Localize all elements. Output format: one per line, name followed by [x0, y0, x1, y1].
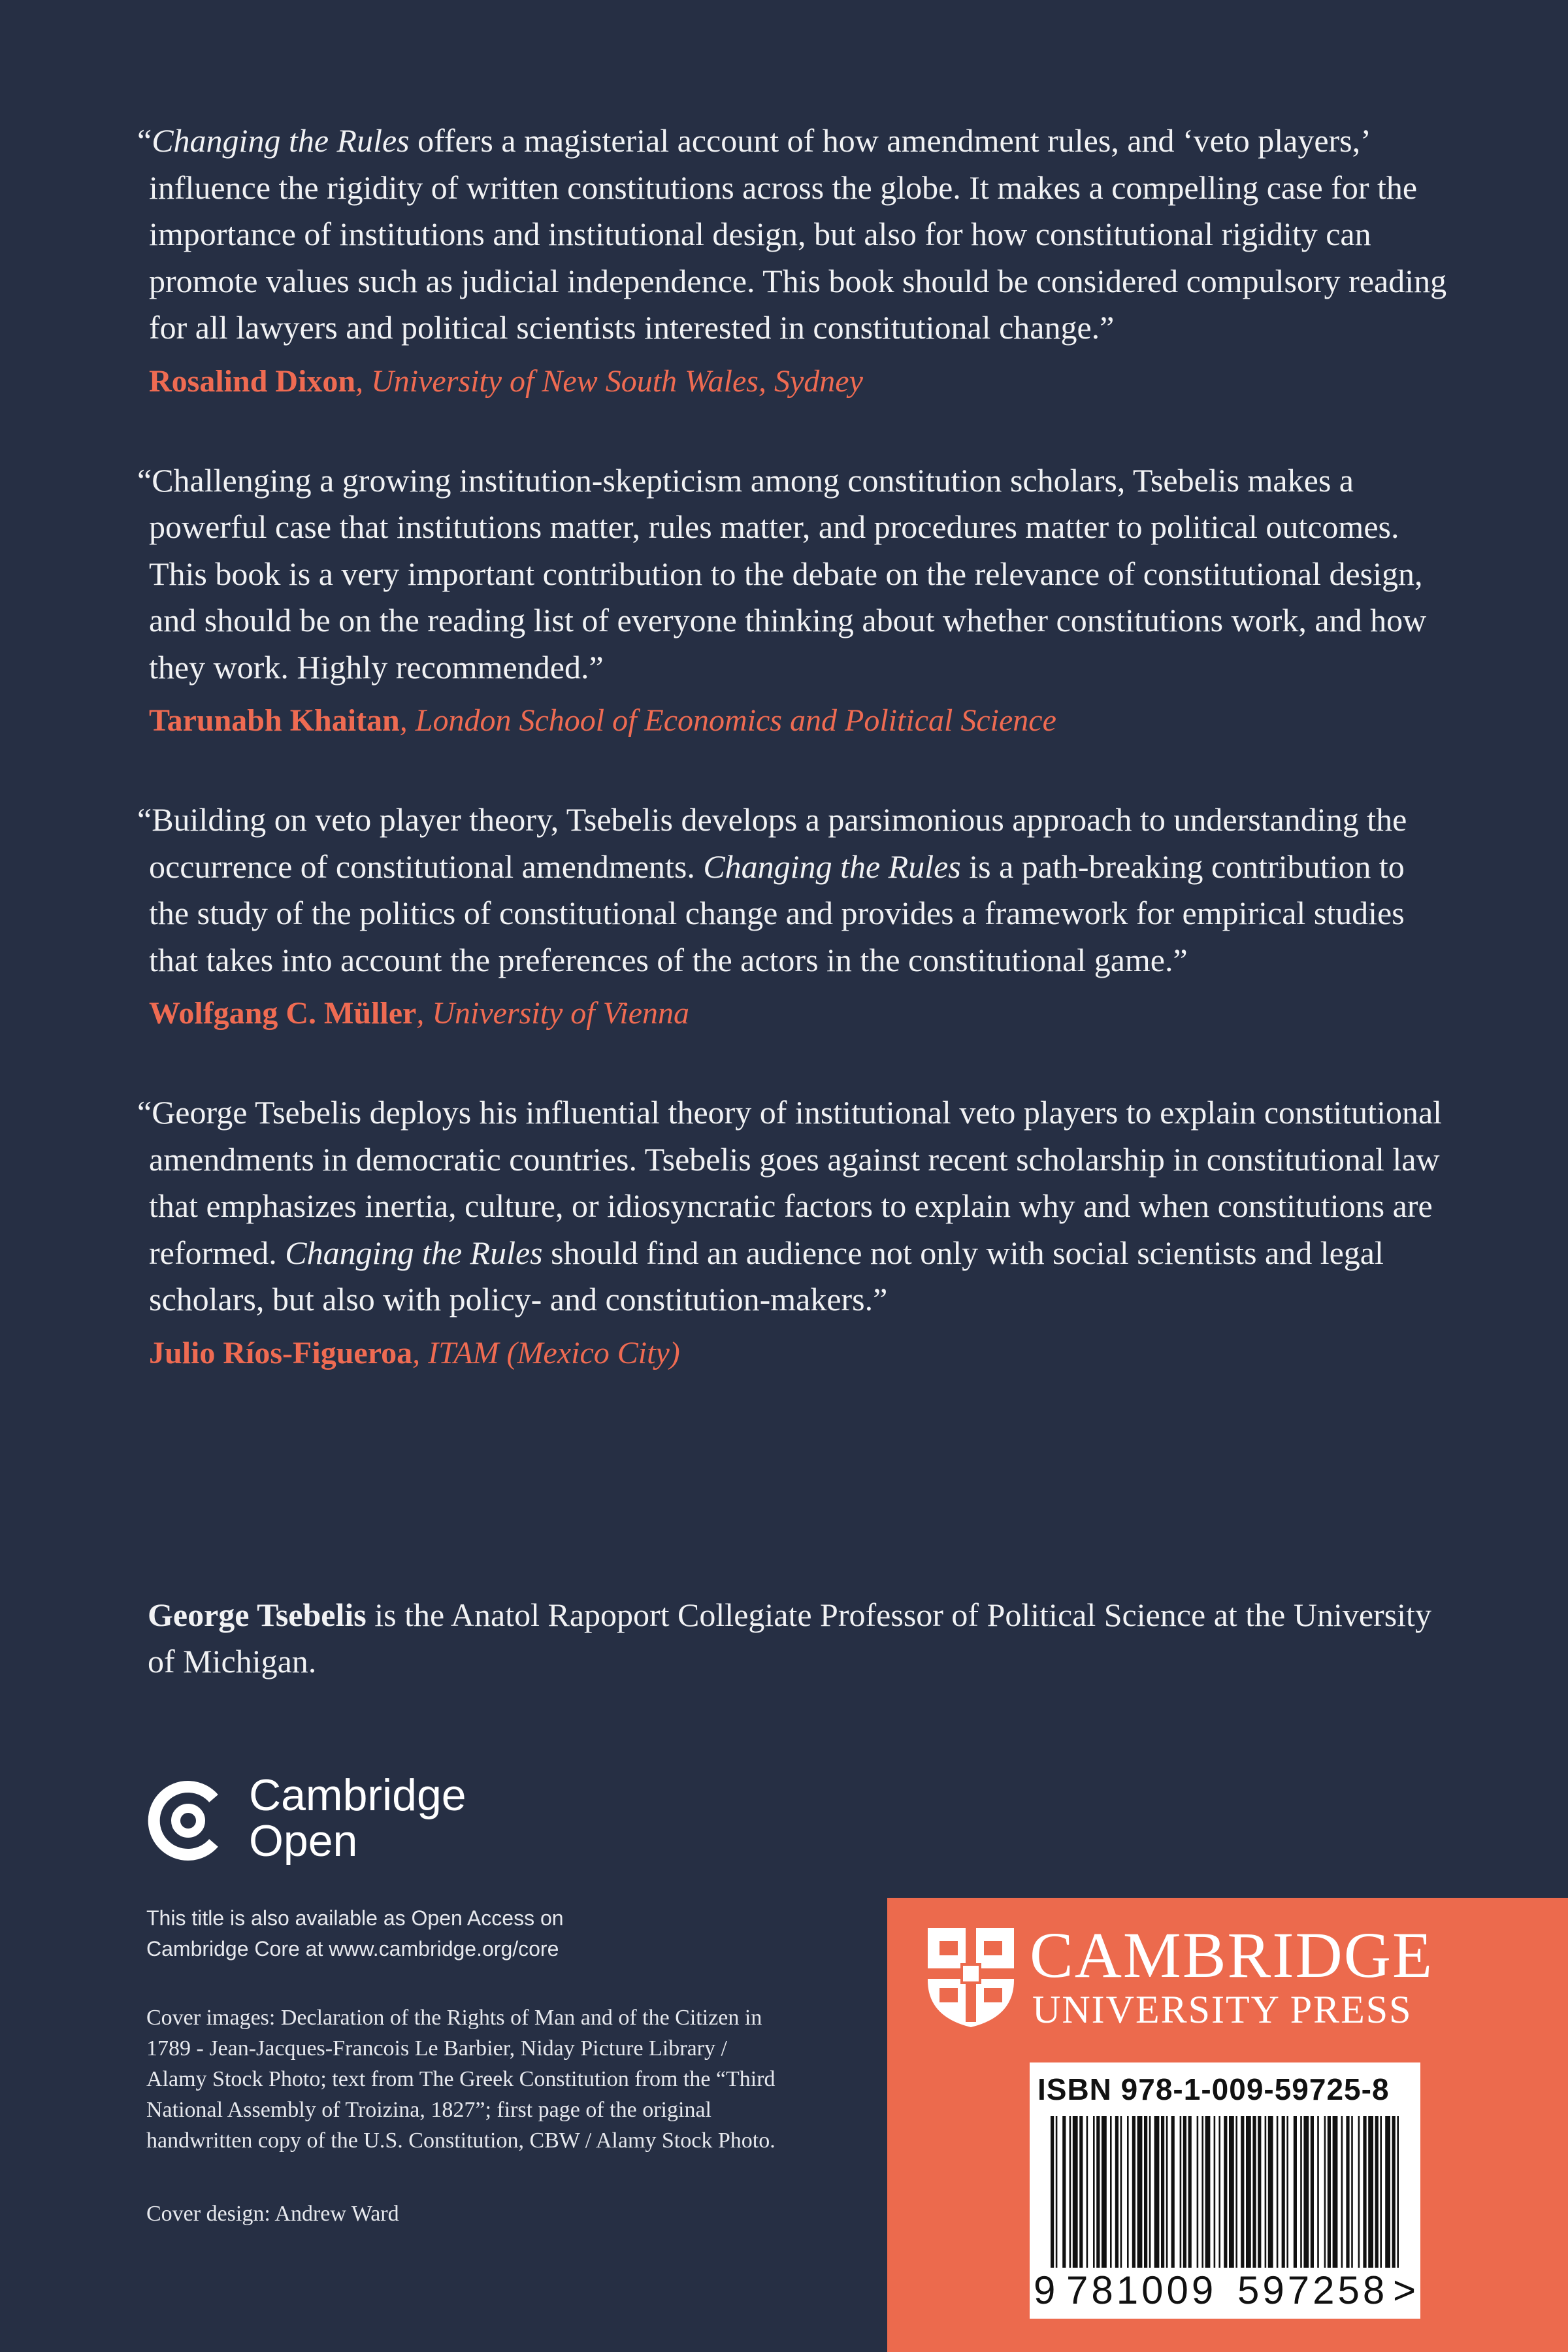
barcode-bar [1363, 2116, 1366, 2268]
endorser-name: Tarunabh Khaitan [149, 703, 400, 738]
endorsement-quote [137, 797, 1450, 1033]
barcode-bar [1282, 2116, 1285, 2268]
barcode-bar [1171, 2116, 1175, 2268]
barcode-bar [1351, 2116, 1353, 2268]
barcode-bar [1137, 2116, 1143, 2268]
author-bio [148, 1592, 1454, 1685]
barcode-bar [1086, 2116, 1088, 2268]
university-crest-icon [925, 1925, 1017, 2030]
barcode-bar [1197, 2116, 1199, 2268]
isbn-digit-group-1: 781009 [1066, 2268, 1217, 2312]
barcode-bar [1056, 2116, 1058, 2268]
barcode-bar [1096, 2116, 1100, 2268]
author-bio-text: is the Anatol Rapoport Collegiate Professor of Political Science at the University of Michigan. [148, 1597, 1431, 1680]
barcode-bar [1070, 2116, 1071, 2268]
quote-attribution [137, 1334, 1450, 1373]
barcode-bar [1127, 2116, 1129, 2268]
barcode-bar [1286, 2116, 1288, 2268]
quote-text-part: “Building on veto player theory, Tsebelis develops a parsimonious approach to understanding the occurrence of constitutional amendments. [137, 801, 1407, 885]
logo-text [249, 1772, 466, 1864]
author-name: George Tsebelis [148, 1597, 367, 1633]
barcode-bar [1380, 2116, 1382, 2268]
cambridge-open-icon [146, 1780, 227, 1861]
endorsement-quote [137, 118, 1450, 401]
quote-text-part: offers a magisterial account of how amendment rules, and ‘veto players,’ influence the rigidity of written constitutions across the globe. It makes a compelling case for the importance of institutions and institutional design, but also for how constitutional rigidity can promote values such as judicial independence. This book should be considered compulsory reading for all lawyers and political scientists interested in constitutional change.” [149, 122, 1447, 346]
publisher-subtitle: UNIVERSITY PRESS [1032, 1988, 1413, 2031]
barcode-bar [1300, 2116, 1302, 2268]
publisher-panel [887, 1898, 1568, 2352]
cover-design-credit: Cover design: Andrew Ward [146, 2202, 399, 2226]
quote-attribution [137, 701, 1450, 740]
barcode-bar [1265, 2116, 1267, 2268]
barcode-bar [1115, 2116, 1119, 2268]
barcode-bar [1132, 2116, 1135, 2268]
quote-text [137, 457, 1450, 691]
barcode-bar [1144, 2116, 1147, 2268]
barcode-arrow: > [1393, 2268, 1416, 2312]
barcode-bar [1224, 2116, 1227, 2268]
barcode-bar [1392, 2116, 1396, 2268]
barcode-bar [1385, 2116, 1390, 2268]
barcode-bar [1358, 2116, 1360, 2268]
barcode-bar [1346, 2116, 1349, 2268]
barcode-bar [1341, 2116, 1343, 2268]
quote-text [137, 1089, 1450, 1323]
quote-text-part: is a path-breaking contribution to the study of the politics of constitutional change and provides a framework for empirical studies that takes into account the preferences of the actors in the constitutional game.” [149, 848, 1405, 978]
endorser-affiliation: , ITAM (Mexico City) [412, 1335, 680, 1370]
logo-line-2: Open [249, 1816, 358, 1866]
barcode-bar [1120, 2116, 1122, 2268]
barcode-bar [1324, 2116, 1326, 2268]
barcode-bar [1093, 2116, 1095, 2268]
barcode-bar [1079, 2116, 1083, 2268]
cover-images-credit: Cover images: Declaration of the Rights of Man and of the Citizen in 1789 - Jean-Jacques-Francois Le Barbier, Niday Picture Library / Alamy Stock Photo; text from The Greek Constitution from the “Third National Assembly of Troizina, 1827”; first page of the original handwritten copy of the U.S. Constitution, CBW / Alamy Stock Photo. [146, 2006, 776, 2153]
barcode-bar [1154, 2116, 1160, 2268]
barcode-bar [1328, 2116, 1331, 2268]
endorser-affiliation: , University of New South Wales, Sydney [355, 363, 863, 399]
quote-text-part: “Challenging a growing institution-skepticism among constitution scholars, Tsebelis makes a powerful case that institutions matter, rules matter, and procedures matter to political outcomes. This book is a very important contribution to the debate on the relevance of constitutional design, and should be on the reading list of everyone thinking about whether constitutions work, and how they work. Highly recommended.” [137, 461, 1427, 686]
quote-text-part: “George Tsebelis deploys his influential theory of institutional veto players to explain constitutional amendments in democratic countries. Tsebelis goes against recent scholarship in constitutional law that emphasizes inertia, culture, or idiosyncratic factors to explain why and when constitutions are reformed. [137, 1094, 1443, 1271]
barcode-bar [1102, 2116, 1107, 2268]
barcode-bar [1235, 2116, 1237, 2268]
isbn-barcode [1030, 2062, 1420, 2319]
isbn-digits [1030, 2268, 1420, 2313]
barcode-bar [1397, 2116, 1399, 2268]
barcode-bar [1062, 2116, 1066, 2268]
isbn-label: ISBN 978-1-009-59725-8 [1037, 2072, 1390, 2106]
barcode-bar [1149, 2116, 1151, 2268]
barcode-bar [1180, 2116, 1182, 2268]
endorser-name: Wolfgang C. Müller [149, 996, 417, 1031]
barcode-bars [1045, 2116, 1405, 2268]
barcode-bar [1368, 2116, 1373, 2268]
endorsement-quote [137, 457, 1450, 741]
barcode-bar [1051, 2116, 1054, 2268]
barcode-bar [1110, 2116, 1112, 2268]
barcode-bar [1229, 2116, 1234, 2268]
barcode-bar [1166, 2116, 1168, 2268]
open-access-note: This title is also available as Open Access on Cambridge Core at www.cambridge.org/core [146, 1906, 564, 1961]
book-title-italic: Changing the Rules [285, 1234, 543, 1271]
quote-text-part: “ [137, 122, 152, 159]
barcode-bar [1268, 2116, 1273, 2268]
endorsement-quote [137, 1089, 1450, 1373]
barcode-bar [1311, 2116, 1314, 2268]
barcode-bar [1183, 2116, 1186, 2268]
barcode-bar [1303, 2116, 1309, 2268]
barcode-bar [1205, 2116, 1211, 2268]
barcode-bar [1375, 2116, 1379, 2268]
barcode-bar [1258, 2116, 1261, 2268]
barcode-bar [1073, 2116, 1078, 2268]
publisher-name: CAMBRIDGE [1030, 1919, 1434, 1991]
isbn-digit-group-2: 597258 [1237, 2268, 1388, 2312]
barcode-bar [1201, 2116, 1203, 2268]
quote-text [137, 118, 1450, 352]
barcode-bar [1294, 2116, 1297, 2268]
logo-line-1: Cambridge [249, 1770, 466, 1820]
quote-attribution [137, 994, 1450, 1033]
endorser-name: Julio Ríos-Figueroa [149, 1335, 413, 1370]
barcode-bar [1333, 2116, 1338, 2268]
barcode-bar [1161, 2116, 1164, 2268]
quote-text-part: should find an audience not only with social scientists and legal scholars, but also with policy- and constitution-makers.” [149, 1234, 1384, 1317]
barcode-bar [1218, 2116, 1220, 2268]
endorser-name: Rosalind Dixon [149, 363, 356, 399]
endorsements [137, 118, 1450, 1429]
barcode-bar [1317, 2116, 1319, 2268]
barcode-bar [1277, 2116, 1279, 2268]
barcode-bar [1188, 2116, 1192, 2268]
endorser-affiliation: , London School of Economics and Political Science [399, 703, 1056, 738]
barcode-bar [1246, 2116, 1251, 2268]
barcode-bar [1252, 2116, 1256, 2268]
book-title-italic: Changing the Rules [703, 848, 961, 885]
endorser-affiliation: , University of Vienna [416, 996, 689, 1031]
barcode-bar [1214, 2116, 1216, 2268]
quote-text [137, 797, 1450, 984]
isbn-lead-digit: 9 [1034, 2268, 1056, 2312]
quote-attribution [137, 362, 1450, 401]
book-title-italic: Changing the Rules [152, 122, 410, 159]
cambridge-open-logo [146, 1772, 512, 1877]
barcode-bar [1241, 2116, 1244, 2268]
